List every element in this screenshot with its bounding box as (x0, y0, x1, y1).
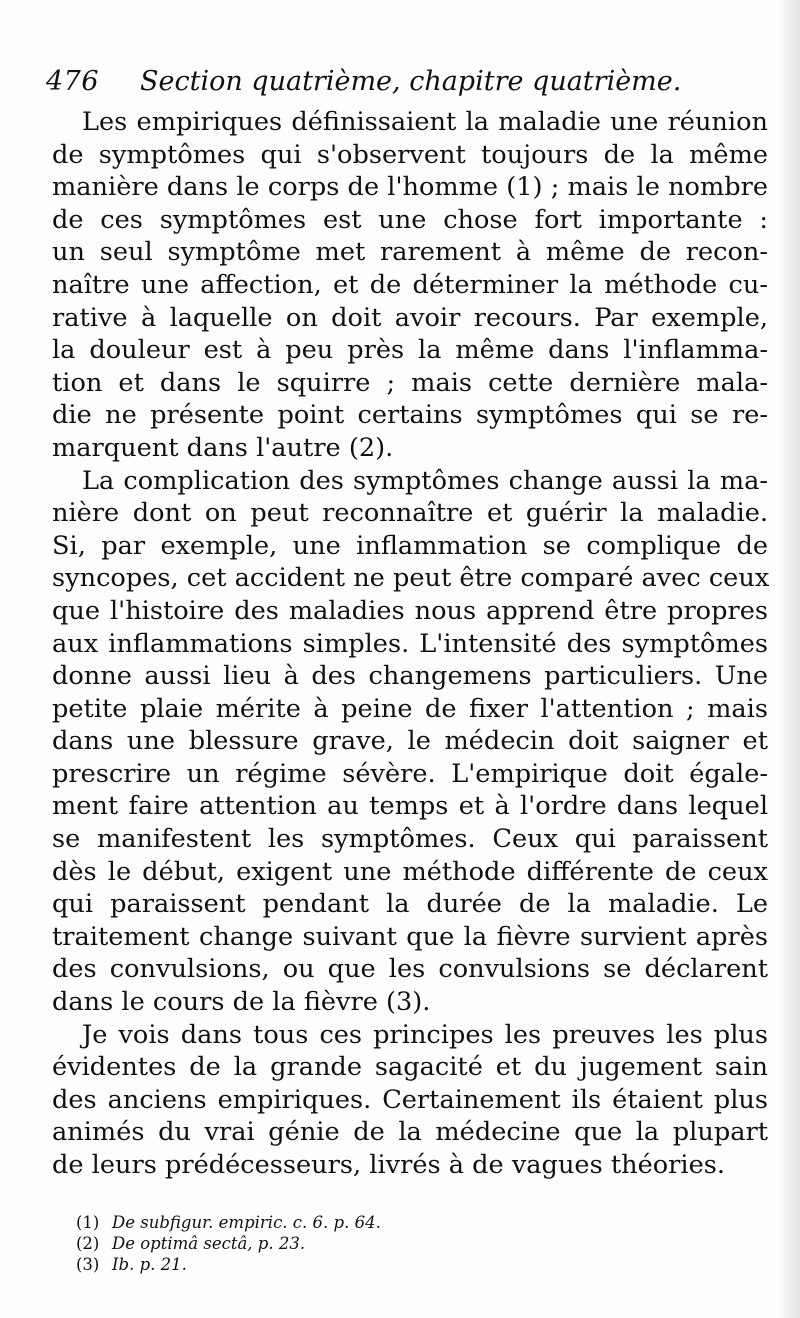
text-line: rative à laquelle on doit avoir recours. Par exemple, (52, 302, 768, 333)
text-line: dans une blessure grave, le médecin doit saigner et (52, 726, 768, 757)
text-line: un seul symptôme met rarement à même de recon- (52, 237, 768, 268)
footnote (76, 1212, 576, 1233)
text-line: syncopes, cet accident ne peut être comparé avec ceux (52, 563, 770, 594)
text-line: qui paraissent pendant la durée de la maladie. Le (52, 889, 768, 920)
text-line: la douleur est à peu près la même dans l'inflamma- (52, 335, 768, 366)
text-line: ment faire attention au temps et à l'ordre dans lequel (52, 791, 768, 822)
footnote-mark: (3) (76, 1255, 100, 1274)
text-line: Je vois dans tous ces principes les preuves les plus (82, 1019, 768, 1050)
text-line: des anciens empiriques. Certainement ils étaient plus (52, 1084, 768, 1115)
footnote-mark: (2) (76, 1234, 100, 1253)
footnote (76, 1254, 576, 1275)
text-line: donne aussi lieu à des changemens particuliers. Une (52, 661, 768, 692)
footnote-text: De optimâ sectâ, p. 23. (112, 1234, 306, 1253)
text-line: naître une affection, et de déterminer la méthode cu- (52, 269, 768, 300)
page-header (46, 66, 746, 106)
footnote-text: Ib. p. 21. (112, 1255, 187, 1274)
text-line: die ne présente point certains symptômes qui se re- (52, 400, 768, 431)
text-line: se manifestent les symptômes. Ceux qui paraissent (52, 824, 768, 855)
text-line: marquent dans l'autre (2). (52, 432, 394, 463)
text-line: nière dont on peut reconnaître et guérir la maladie. (52, 498, 768, 529)
text-line: aux inflammations simples. L'intensité des symptômes (52, 628, 768, 659)
text-line: Si, par exemple, une inflammation se complique de (52, 530, 768, 561)
text-line: prescrire un régime sévère. L'empirique doit égale- (52, 758, 768, 789)
text-line: évidentes de la grande sagacité et du jugement sain (52, 1052, 768, 1083)
text-line: de leurs prédécesseurs, livrés à de vagues théories. (52, 1150, 725, 1180)
text-line: petite plaie mérite à peine de fixer l'attention ; mais (52, 693, 768, 724)
footnote (76, 1233, 576, 1254)
page-edge-shadow (778, 0, 800, 1318)
text-line: traitement change suivant que la fièvre survient après (52, 921, 768, 952)
text-line: dès le début, exigent une méthode différente de ceux (52, 856, 768, 887)
text-line: Les empiriques définissaient la maladie une réunion (82, 107, 768, 137)
page-number: 476 (46, 66, 100, 97)
text-line: La complication des symptômes change aussi la ma- (82, 465, 768, 496)
footnote-mark: (1) (76, 1213, 100, 1232)
text-line: de ces symptômes est une chose fort importante : (52, 204, 768, 235)
running-head: Section quatrième, chapitre quatrième. (140, 66, 682, 97)
text-line: de symptômes qui s'observent toujours de la même (52, 139, 768, 170)
text-line: des convulsions, ou que les convulsions se déclarent (52, 954, 768, 985)
footnote-text: De subfigur. empiric. c. 6. p. 64. (112, 1213, 381, 1232)
footnotes (76, 1212, 576, 1275)
text-line: animés du vrai génie de la médecine que la plupart (52, 1117, 768, 1148)
text-line: tion et dans le squirre ; mais cette dernière mala- (52, 367, 768, 398)
text-line: que l'histoire des maladies nous apprend être propres (52, 595, 768, 626)
body-text (52, 106, 768, 1182)
text-line: manière dans le corps de l'homme (1) ; mais le nombre (52, 172, 768, 203)
text-line: dans le cours de la fièvre (3). (52, 987, 431, 1018)
